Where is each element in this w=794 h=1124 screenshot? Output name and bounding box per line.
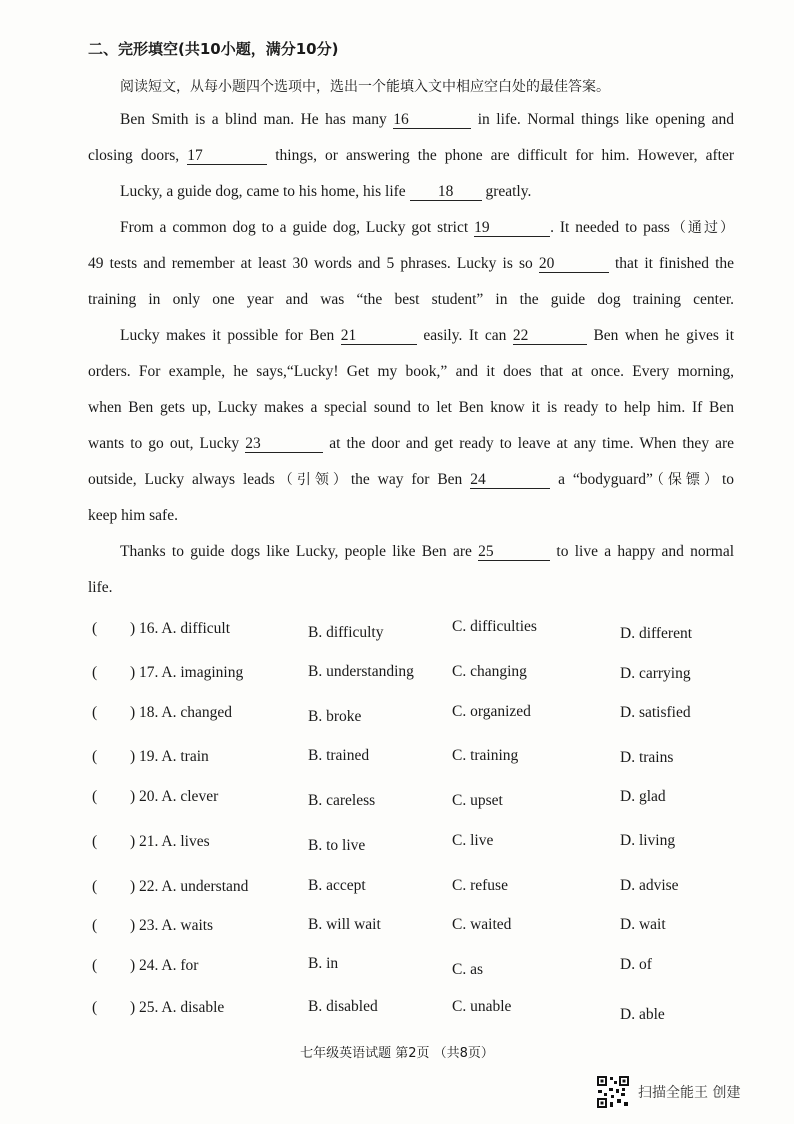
passage-line-8: orders. For example, he says,“Lucky! Get my book,” and it does that at once. Every morning, xyxy=(88,363,734,380)
blank-20: 20 xyxy=(539,255,609,273)
blank-21: 21 xyxy=(341,327,417,345)
option-d: D. satisfied xyxy=(620,704,691,721)
option-c: C. training xyxy=(452,747,519,764)
passage-line-13: Thanks to guide dogs like Lucky, people like Ben are 25 to live a happy and normal xyxy=(120,543,735,560)
passage-line-12: keep him safe. xyxy=(88,507,178,524)
option-d: D. living xyxy=(620,832,676,849)
option-d: D. advise xyxy=(620,877,679,894)
option-a: ) 17. A. imagining xyxy=(130,664,244,681)
option-c: C. live xyxy=(452,832,494,849)
question-row: ( ) 17. A. imagining B. understanding C. changing D. carrying xyxy=(92,663,691,682)
blank-17: 17 xyxy=(187,147,267,165)
option-b: B. understanding xyxy=(308,663,414,680)
blank-18: 18 xyxy=(410,183,482,201)
question-row: ( ) 19. A. train B. trained C. training D. trains xyxy=(92,747,674,766)
question-row: ( ) 18. A. changed B. broke C. organized D. satisfied xyxy=(92,703,691,725)
option-a: ) 16. A. difficult xyxy=(130,620,231,637)
option-b: B. in xyxy=(308,955,339,972)
page-footer: 七年级英语试题 第2页 （共8页） xyxy=(300,1046,494,1061)
passage-line-1: Ben Smith is a blind man. He has many 16 in life. Normal things like opening and xyxy=(120,111,735,128)
option-d: D. trains xyxy=(620,749,674,766)
option-c: C. as xyxy=(452,961,483,978)
option-c: C. refuse xyxy=(452,877,508,894)
option-b: B. will wait xyxy=(308,916,381,933)
option-b: B. trained xyxy=(308,747,370,764)
passage-line-4: From a common dog to a guide dog, Lucky got strict 19 . It needed to pass（通过） xyxy=(120,219,735,236)
option-a: ) 18. A. changed xyxy=(130,704,233,721)
question-row: ( ) 16. A. difficult B. difficulty C. difficulties D. different xyxy=(92,618,693,642)
scanner-label: 扫描全能王 创建 xyxy=(638,1085,741,1101)
option-d: D. able xyxy=(620,1006,665,1023)
qr-code-icon xyxy=(596,1075,630,1109)
option-d: D. glad xyxy=(620,788,666,805)
section-instruction: 阅读短文，从每小题四个选项中，选出一个能填入文中相应空白处的最佳答案。 xyxy=(120,79,610,95)
blank-23: 23 xyxy=(245,435,323,453)
option-b: B. to live xyxy=(308,837,366,854)
option-a: ) 19. A. train xyxy=(130,748,209,765)
blank-16: 16 xyxy=(393,111,471,129)
passage-line-3: Lucky, a guide dog, came to his home, his life 18 greatly. xyxy=(120,183,532,200)
option-a: ) 22. A. understand xyxy=(130,878,249,895)
question-row: ( ) 20. A. clever B. careless C. upset D. glad xyxy=(92,788,666,809)
question-row: ( ) 24. A. for B. in C. as D. of xyxy=(92,955,652,978)
question-row: ( ) 25. A. disable B. disabled C. unable D. able xyxy=(92,998,665,1023)
option-b: B. broke xyxy=(308,708,362,725)
passage-line-6: training in only one year and was “the best student” in the guide dog training center. xyxy=(88,291,734,308)
blank-25: 25 xyxy=(478,543,550,561)
option-d: D. wait xyxy=(620,916,666,933)
blank-24: 24 xyxy=(470,471,550,489)
option-b: B. difficulty xyxy=(308,624,384,641)
option-a: ) 24. A. for xyxy=(130,957,199,974)
blank-19: 19 xyxy=(474,219,550,237)
option-c: C. changing xyxy=(452,663,527,680)
passage-line-5: 49 tests and remember at least 30 words and 5 phrases. Lucky is so 20 that it finished the xyxy=(88,255,735,272)
blank-22: 22 xyxy=(513,327,587,345)
option-d: D. of xyxy=(620,956,652,973)
passage-line-11: outside, Lucky always leads（引领）the way for Ben 24 a “bodyguard”（保镖）to xyxy=(88,471,735,488)
option-c: C. difficulties xyxy=(452,618,537,635)
option-a: ) 25. A. disable xyxy=(130,999,225,1016)
question-row: ( ) 22. A. understand B. accept C. refuse D. advise xyxy=(92,877,679,895)
option-a: ) 23. A. waits xyxy=(130,917,214,934)
passage-line-7: Lucky makes it possible for Ben 21 easily. It can 22 Ben when he gives it xyxy=(120,327,735,344)
option-b: B. accept xyxy=(308,877,366,894)
option-d: D. different xyxy=(620,625,693,642)
option-c: C. upset xyxy=(452,792,503,809)
option-b: B. disabled xyxy=(308,998,378,1015)
option-b: B. careless xyxy=(308,792,376,809)
passage-line-9: when Ben gets up, Lucky makes a special sound to let Ben know it is ready to help him. If Ben xyxy=(88,399,734,416)
passage-line-2: closing doors, 17 things, or answering the phone are difficult for him. However, after xyxy=(88,147,734,164)
option-c: C. organized xyxy=(452,703,531,720)
option-a: ) 21. A. lives xyxy=(130,833,210,850)
option-a: ) 20. A. clever xyxy=(130,788,219,805)
scanner-watermark xyxy=(596,1074,740,1110)
question-row: ( ) 21. A. lives B. to live C. live D. living xyxy=(92,832,676,854)
option-c: C. unable xyxy=(452,998,512,1015)
option-d: D. carrying xyxy=(620,665,691,682)
option-c: C. waited xyxy=(452,916,512,933)
question-row: ( ) 23. A. waits B. will wait C. waited D. wait xyxy=(92,916,666,934)
passage-line-14: life. xyxy=(88,579,113,596)
section-heading: 二、完形填空(共10小题，满分10分) xyxy=(88,40,339,58)
passage-line-10: wants to go out, Lucky 23 at the door and get ready to leave at any time. When they are xyxy=(88,435,735,452)
